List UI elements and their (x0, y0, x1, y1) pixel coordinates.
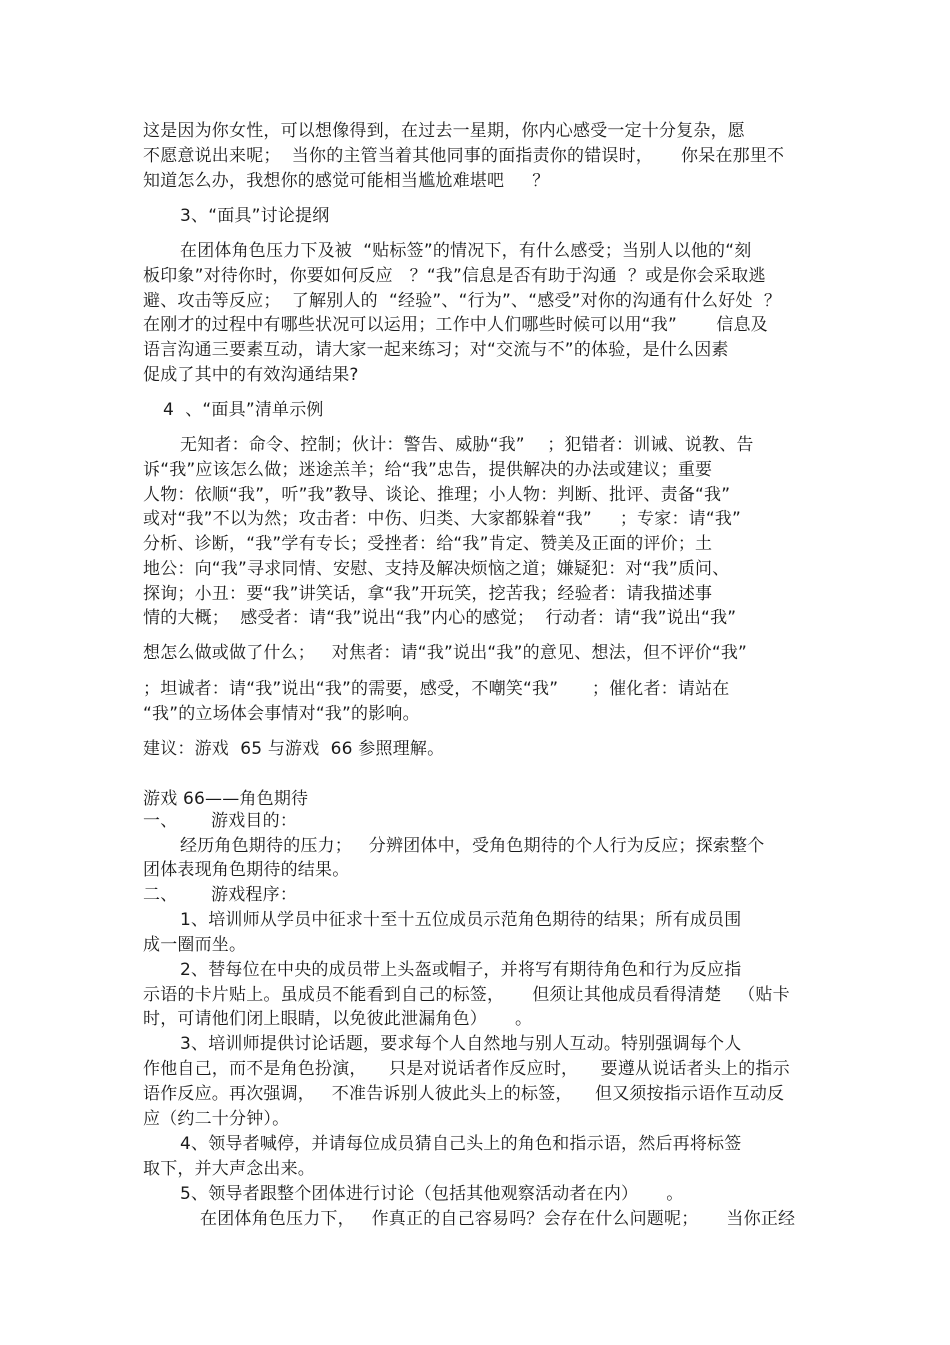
text-line: 想怎么做或做了什么； 对焦者：请“我”说出“我”的意见、想法，但不评价“我” (143, 643, 748, 663)
text-line: 探询；小丑：要“我”讲笑话，拿“我”开玩笑，挖苦我；经验者：请我描述事 (143, 584, 713, 604)
text-line: 5、领导者跟整个团体进行讨论（包括其他观察活动者在内） 。 (180, 1184, 684, 1204)
section-heading: 一、 游戏目的： (143, 811, 298, 831)
section-heading: 4 、“面具”清单示例 (163, 400, 324, 420)
text-line: 避、攻击等反应； 了解别人的 “经验”、“行为”、“感受”对你的沟通有什么好处 ？ (143, 291, 782, 311)
text-line: 地公：向“我”寻求同情、安慰、支持及解决烦恼之道；嫌疑犯：对“我”质问、 (143, 559, 730, 579)
text-line: 无知者：命令、控制；伙计：警告、威胁“我” ；犯错者：训诫、说教、告 (180, 435, 754, 455)
text-line: 这是因为你女性，可以想像得到，在过去一星期，你内心感受一定十分复杂，愿 (143, 121, 745, 141)
text-line: 促成了其中的有效沟通结果? (143, 365, 359, 385)
text-line: 应（约二十分钟）。 (143, 1109, 290, 1129)
text-line: 人物：依顺“我”，听”我”教导、谈论、推理；小人物：判断、批评、责备“我” (143, 485, 731, 505)
text-line: 板印象”对待你时，你要如何反应 ？“我”信息是否有助于沟通 ？或是你会采取逃 (143, 266, 766, 286)
text-line: 3、培训师提供讨论话题，要求每个人自然地与别人互动。特别强调每个人 (180, 1034, 742, 1054)
section-heading: 3、“面具”讨论提纲 (180, 206, 330, 226)
text-line: 分析、诊断，“我”学有专长；受挫者：给“我”肯定、赞美及正面的评价；土 (143, 534, 713, 554)
section-heading: 二、 游戏程序： (143, 885, 298, 905)
text-line: 团体表现角色期待的结果。 (143, 860, 350, 880)
text-line: 经历角色期待的压力； 分辨团体中，受角色期待的个人行为反应；探索整个 (180, 836, 765, 856)
text-line: 作他自己，而不是角色扮演， 只是对说话者作反应时， 要遵从说话者头上的指示 (143, 1059, 790, 1079)
text-line: 诉“我”应该怎么做；迷途羔羊；给“我”忠告，提供解决的办法或建议；重要 (143, 460, 713, 480)
text-line: 或对“我”不以为然；攻击者：中伤、归类、大家都躲着“我” ；专家：请“我” (143, 509, 742, 529)
text-line: 示语的卡片贴上。虽成员不能看到自己的标签， 但须让其他成员看得清楚 （贴卡 (143, 985, 790, 1005)
text-line: 语言沟通三要素互动，请大家一起来练习；对“交流与不”的体验，是什么因素 (143, 340, 729, 360)
text-line: 1、培训师从学员中征求十至十五位成员示范角色期待的结果；所有成员围 (180, 910, 742, 930)
text-line: 在团体角色压力下， 作真正的自己容易吗？会存在什么问题呢； 当你正经 (200, 1209, 796, 1229)
text-line: “我”的立场体会事情对“我”的影响。 (143, 704, 420, 724)
text-line: ；坦诚者：请“我”说出“我”的需要，感受，不嘲笑“我” ；催化者：请站在 (143, 679, 730, 699)
text-line: 时，可请他们闭上眼睛，以免彼此泄漏角色） 。 (143, 1009, 533, 1029)
text-line: 成一圈而坐。 (143, 935, 247, 955)
text-line: 不愿意说出来呢； 当你的主管当着其他同事的面指责你的错误时， 你呆在那里不 (143, 146, 785, 166)
text-line: 在团体角色压力下及被 “贴标签”的情况下，有什么感受；当别人以他的“刻 (180, 241, 752, 261)
text-line: 语作反应。再次强调， 不准告诉别人彼此头上的标签， 但又须按指示语作互动反 (143, 1084, 785, 1104)
text-line: 在刚才的过程中有哪些状况可以运用；工作中人们哪些时候可以用“我” 信息及 (143, 315, 768, 335)
game-title: 游戏 66——角色期待 (143, 789, 309, 809)
text-line: 取下，并大声念出来。 (143, 1159, 315, 1179)
text-line: 情的大概； 感受者：请“我”说出“我”内心的感觉； 行动者：请“我”说出“我” (143, 608, 737, 628)
text-line: 2、替每位在中央的成员带上头盔或帽子，并将写有期待角色和行为反应指 (180, 960, 742, 980)
text-line: 知道怎么办，我想你的感觉可能相当尴尬难堪吧 ？ (143, 171, 550, 191)
text-line: 4、领导者喊停，并请每位成员猜自己头上的角色和指示语，然后再将标签 (180, 1134, 742, 1154)
text-line: 建议：游戏 65 与游戏 66 参照理解。 (143, 739, 445, 759)
